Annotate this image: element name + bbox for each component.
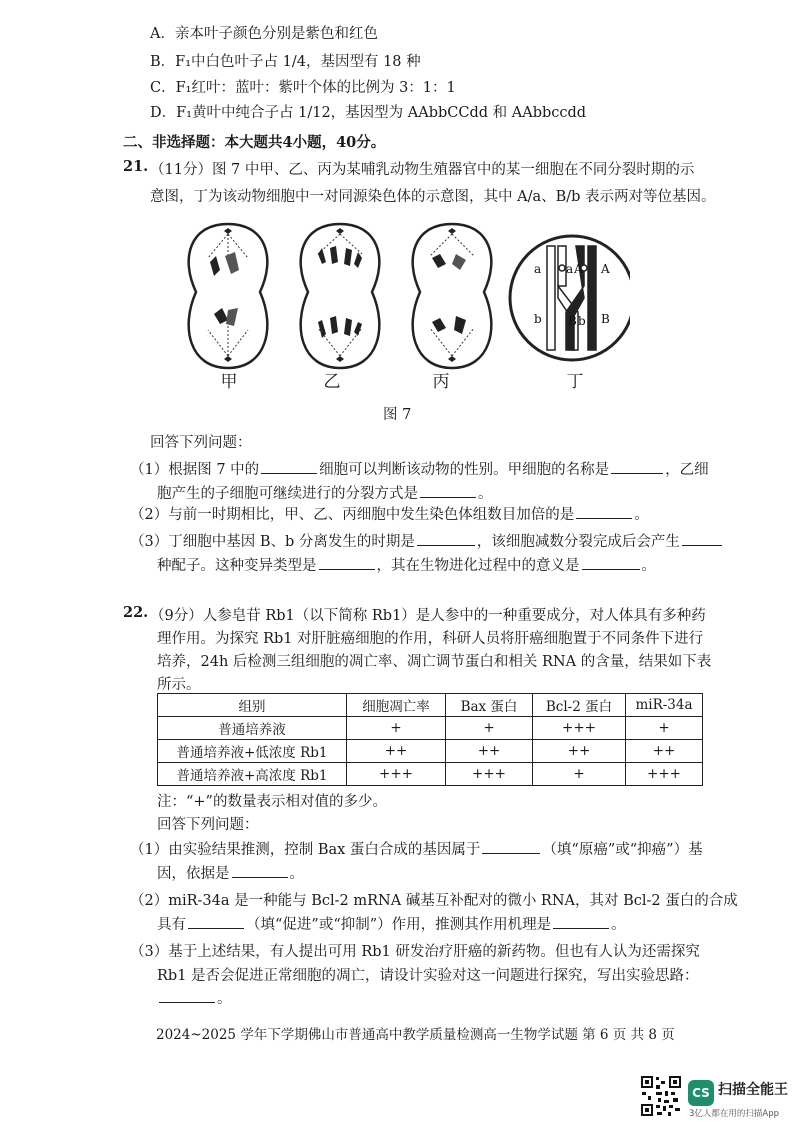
table-row: 普通培养液 + + +++ + <box>158 717 703 740</box>
q21-answer-prompt: 回答下列问题： <box>150 435 252 451</box>
gene-label-b1: b <box>534 312 542 326</box>
section-heading: 二、非选择题：本大题共4小题，40分。 <box>123 134 386 151</box>
table-header-row <box>158 694 703 717</box>
label-bing: 丙 <box>432 372 450 392</box>
blank-field[interactable] <box>582 555 640 570</box>
table-header: Bax 蛋白 <box>446 694 533 717</box>
q22-intro-line2: 理作用。为探究 Rb1 对肝脏癌细胞的作用，科研人员将肝癌细胞置于不同条件下进行 <box>157 631 704 647</box>
table-header: miR-34a <box>626 694 703 717</box>
option-c: C．F₁红叶：蓝叶：紫叶个体的比例为 3：1：1 <box>150 80 456 96</box>
q21-intro-line1: （11分）图 7 中甲、乙、丙为某哺乳动物生殖器官中的某一细胞在不同分裂时期的示 <box>150 162 695 178</box>
blank-field[interactable] <box>420 483 476 498</box>
table-header: 细胞凋亡率 <box>347 694 446 717</box>
gene-label-a2: a <box>566 262 574 276</box>
q22-part2-line2: 具有 （填“促进”或“抑制”）作用，推测其作用机理是 。 <box>157 913 626 934</box>
q22-part1-line2: 因，依据是 。 <box>157 862 304 883</box>
blank-field[interactable] <box>576 504 632 519</box>
blank-field[interactable] <box>682 531 722 546</box>
figure-caption: 图 7 <box>383 407 412 423</box>
gene-label-A1: A <box>574 262 583 276</box>
camscanner-logo: CS <box>688 1080 714 1106</box>
gene-label-A2: A <box>601 262 610 276</box>
q22-part1-line1: （1）由实验结果推测，控制 Bax 蛋白合成的基因属于 （填“原癌”或“抑癌”）基 <box>130 838 703 859</box>
qr-code-icon <box>640 1075 682 1117</box>
gene-label-B1: B <box>568 314 577 328</box>
q21-intro-line2: 意图，丁为该动物细胞中一对同源染色体的示意图，其中 A/a、B/b 表示两对等位基因。 <box>150 189 716 205</box>
table-row: 普通培养液+高浓度 Rb1 +++ +++ + +++ <box>158 763 703 786</box>
option-a: A．亲本叶子颜色分别是紫色和红色 <box>150 26 378 42</box>
gene-label-b2: b <box>578 314 586 328</box>
gene-label-a1: a <box>534 262 542 276</box>
table-header: Bcl-2 蛋白 <box>533 694 626 717</box>
scanner-app-name: 扫描全能王 <box>718 1082 788 1098</box>
blank-field[interactable] <box>232 863 288 878</box>
label-yi: 乙 <box>323 372 341 392</box>
label-jia: 甲 <box>220 372 238 392</box>
blank-field[interactable] <box>417 531 475 546</box>
q22-intro-line4: 所示。 <box>157 677 201 693</box>
q21-part3-line1: （3）丁细胞中基因 B、b 分离发生的时期是 ，该细胞减数分裂完成后会产生 <box>130 530 724 551</box>
q22-intro-line3: 培养，24h 后检测三组细胞的凋亡率、凋亡调节蛋白和相关 RNA 的含量，结果如下表 <box>157 654 712 670</box>
blank-field[interactable] <box>188 914 244 929</box>
page-footer: 2024~2025 学年下学期佛山市普通高中教学质量检测高一生物学试题 第 6 页 共 8 页 <box>156 1027 675 1043</box>
blank-field[interactable] <box>482 839 540 854</box>
q22-part3-line2: Rb1 是否会促进正常细胞的凋亡，请设计实验对这一问题进行探究，写出实验思路： <box>157 968 699 984</box>
q21-part2: （2）与前一时期相比，甲、乙、丙细胞中发生染色体组数目加倍的是 。 <box>130 503 649 524</box>
blank-field[interactable] <box>159 988 215 1003</box>
gene-label-B2: B <box>601 312 610 326</box>
q21-number: 21. <box>123 158 149 175</box>
q21-part1-line2: 胞产生的子细胞可继续进行的分裂方式是 。 <box>157 482 493 503</box>
blank-field[interactable] <box>553 914 609 929</box>
q22-answer-prompt: 回答下列问题： <box>157 817 259 833</box>
results-table <box>157 693 703 786</box>
option-d: D．F₁黄叶中纯合子占 1/12，基因型为 AAbbCCdd 和 AAbbccdd <box>150 105 587 121</box>
q22-number: 22. <box>123 604 149 621</box>
table-row: 普通培养液+低浓度 Rb1 ++ ++ ++ ++ <box>158 740 703 763</box>
q22-intro-line1: （9分）人参皂苷 Rb1（以下简称 Rb1）是人参中的一种重要成分，对人体具有多种药 <box>150 608 706 624</box>
blank-field[interactable] <box>611 459 663 474</box>
option-b: B．F₁中白色叶子占 1/4，基因型有 18 种 <box>150 54 421 70</box>
figure-7-cells <box>170 218 630 380</box>
scanner-tagline: 3亿人都在用的扫描App <box>689 1109 780 1119</box>
q22-part3-line1: （3）基于上述结果，有人提出可用 Rb1 研发治疗肝癌的新药物。但也有人认为还需探究 <box>130 944 700 960</box>
q21-part1-line1: （1）根据图 7 中的 细胞可以判断该动物的性别。甲细胞的名称是 ，乙细 <box>130 458 709 479</box>
blank-field[interactable] <box>319 555 375 570</box>
q22-part2-line1: （2）miR-34a 是一种能与 Bcl-2 mRNA 碱基互补配对的微小 RNA，其对 Bcl-2 蛋白的合成 <box>130 893 738 909</box>
q22-part3-line3: 。 <box>157 987 232 1008</box>
table-note: 注：“+”的数量表示相对值的多少。 <box>157 794 387 810</box>
q21-part3-line2: 种配子。这种变异类型是 ，其在生物进化过程中的意义是 。 <box>157 554 656 575</box>
label-ding: 丁 <box>566 372 584 392</box>
table-header: 组别 <box>158 694 347 717</box>
blank-field[interactable] <box>261 459 317 474</box>
